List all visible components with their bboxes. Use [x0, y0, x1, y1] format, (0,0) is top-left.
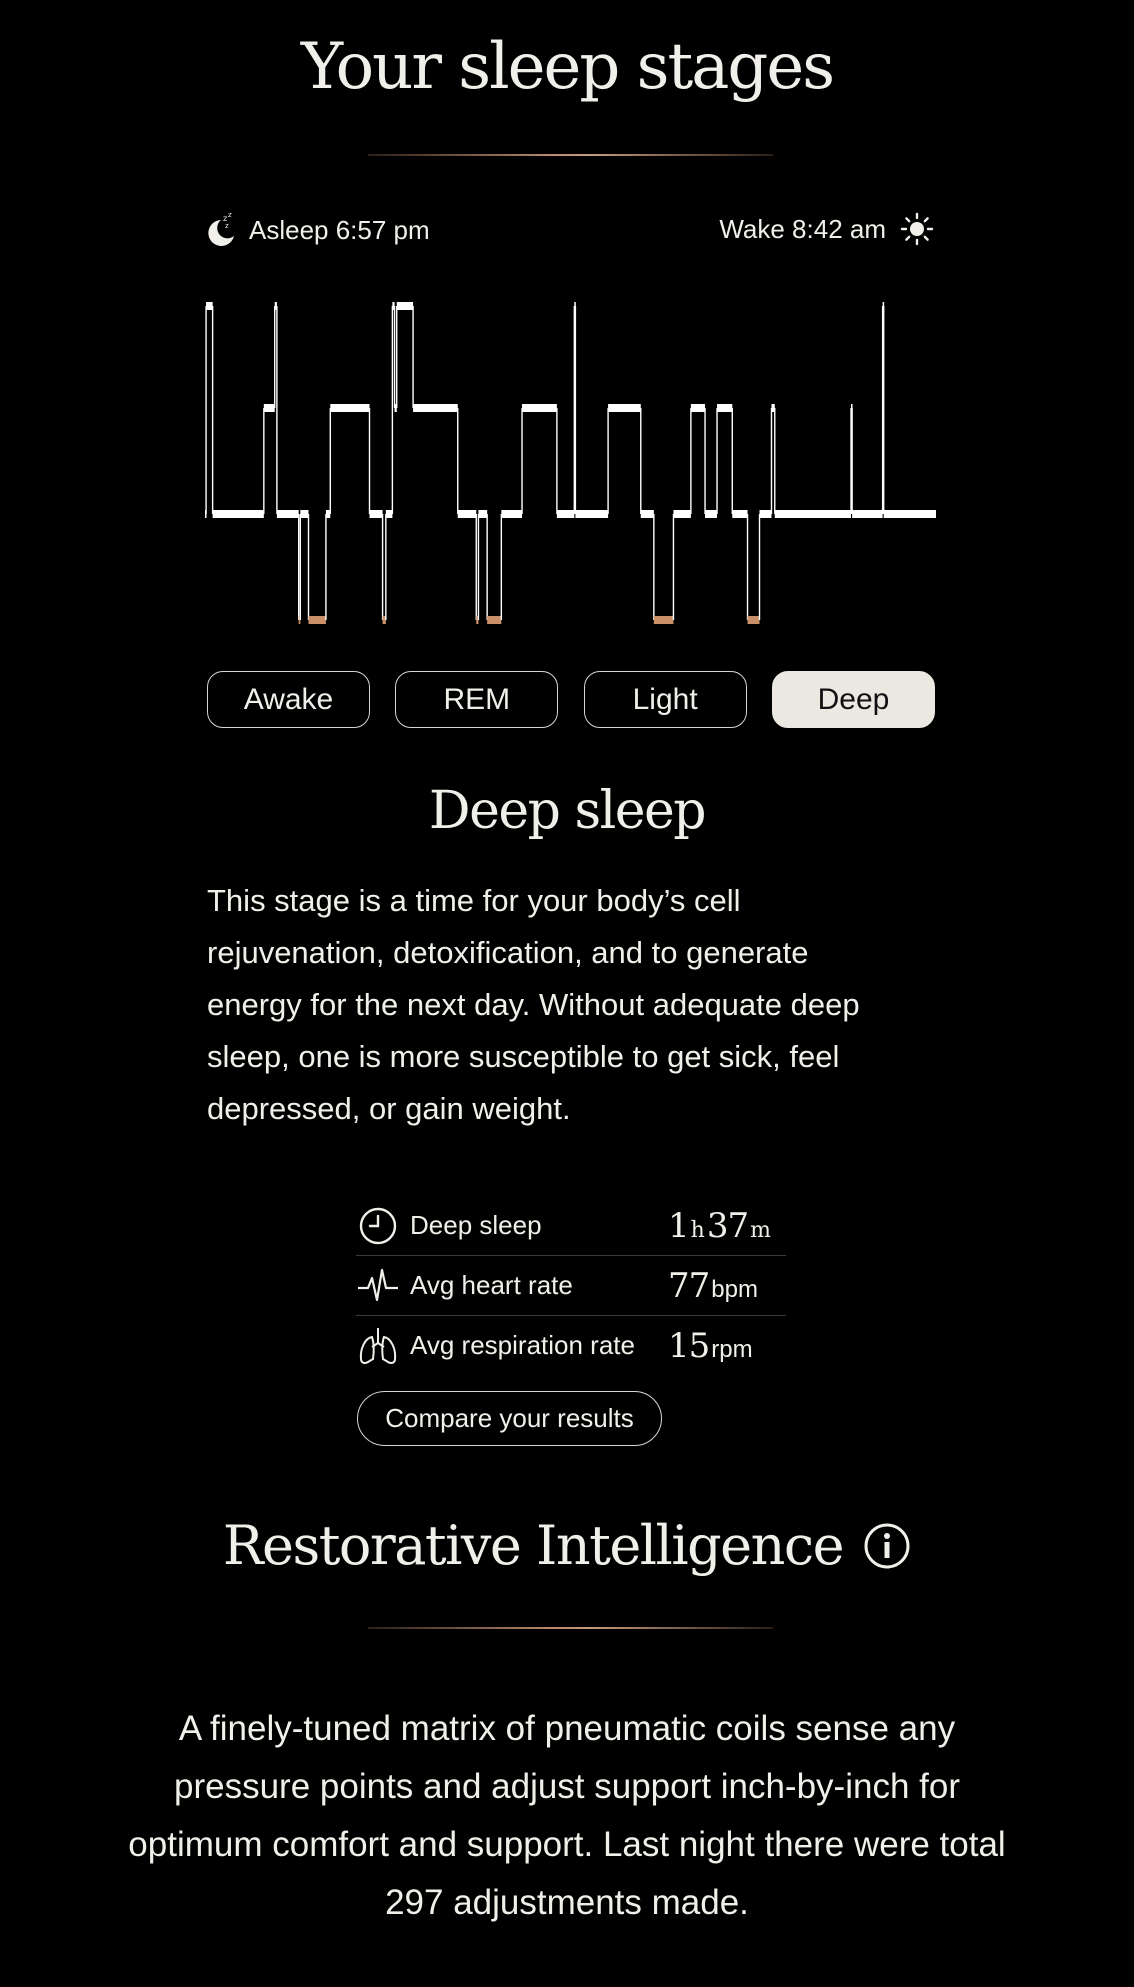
segment-rem [264, 404, 275, 412]
segment-rem [608, 404, 641, 412]
restorative-divider [368, 1627, 773, 1629]
metric-heart-rate [356, 1256, 786, 1316]
metric-label: Deep sleep [410, 1210, 542, 1240]
respiration-value: 15 [668, 1326, 710, 1366]
segment-light [277, 510, 299, 518]
minutes-value: 37 [706, 1206, 749, 1246]
metric-respiration [356, 1316, 786, 1375]
clock-icon [356, 1204, 400, 1248]
page-title: Your sleep stages [300, 30, 834, 104]
legend-awake-button[interactable]: Awake [207, 671, 370, 728]
restorative-heading [0, 1508, 1134, 1584]
restorative-title: Restorative Intelligence [222, 1514, 844, 1577]
segment-deep [654, 616, 674, 624]
svg-text:z: z [228, 212, 232, 219]
metric-value [668, 1266, 758, 1306]
svg-text:z: z [223, 214, 228, 223]
title-divider [368, 154, 773, 156]
svg-text:z: z [225, 222, 229, 230]
metric-value [668, 1206, 773, 1246]
restorative-description: A finely-tuned matrix of pneumatic coils sense any pressure points and adjust support inch-by-inch for optimum comfort and support. Last night there were total 297 adjustments made. [128, 1709, 1006, 1922]
segment-light [386, 510, 393, 518]
segment-rem [330, 404, 369, 412]
segment-rem [413, 404, 458, 412]
heart-rate-value: 77 [668, 1266, 710, 1306]
segment-deep [487, 616, 501, 624]
segment-rem [717, 404, 732, 412]
segment-light [370, 510, 383, 518]
segment-light [300, 510, 308, 518]
segment-awake [397, 302, 413, 310]
segment-deep [748, 616, 760, 624]
segment-light [213, 510, 264, 518]
legend-rem-button[interactable]: REM [395, 671, 558, 728]
segment-rem [691, 404, 705, 412]
segment-light [557, 510, 574, 518]
wake-time [719, 212, 934, 246]
stage-description: This stage is a time for your body’s cell rejuvenation, detoxification, and to generate energy for the next day. Without adequate deep sleep, one is more susceptible to get sick, feel depressed, or gain weight. [207, 883, 860, 1126]
respiration-unit: rpm [711, 1336, 753, 1363]
metric-deep-sleep [356, 1196, 786, 1256]
segment-light [732, 510, 747, 518]
asleep-label: Asleep 6:57 pm [249, 214, 430, 245]
hours-unit: h [690, 1218, 705, 1243]
segment-light [884, 510, 936, 518]
heartbeat-icon [356, 1264, 400, 1308]
legend-light-button[interactable]: Light [584, 671, 747, 728]
segment-light [478, 510, 487, 518]
legend-deep-button[interactable]: Deep [772, 671, 935, 728]
metric-label: Avg heart rate [410, 1270, 573, 1300]
stage-heading: Deep sleep [428, 781, 706, 841]
heart-rate-unit: bpm [711, 1276, 758, 1303]
wake-label: Wake 8:42 am [719, 213, 886, 244]
segment-rem [522, 404, 557, 412]
hours-value: 1 [668, 1206, 689, 1246]
segment-light [673, 510, 690, 518]
segment-light [575, 510, 608, 518]
segment-awake [206, 302, 213, 310]
stage-metrics [356, 1196, 786, 1375]
segment-light [775, 510, 851, 518]
segment-light [501, 510, 522, 518]
segment-light [458, 510, 477, 518]
segment-deep [308, 616, 325, 624]
segment-light [760, 510, 772, 518]
sleep-hypnogram [205, 298, 936, 628]
sun-icon [900, 212, 934, 246]
segment-light [705, 510, 717, 518]
lungs-icon [356, 1324, 400, 1368]
metric-label: Avg respiration rate [410, 1330, 635, 1360]
segment-light [852, 510, 883, 518]
moon-zzz-icon [205, 212, 237, 248]
stage-legend [207, 671, 935, 728]
compare-results-button[interactable]: Compare your results [357, 1391, 662, 1446]
info-icon[interactable] [863, 1522, 911, 1570]
asleep-time [205, 212, 430, 248]
metric-value [668, 1326, 753, 1366]
segment-light [641, 510, 654, 518]
minutes-unit: m [750, 1218, 771, 1243]
